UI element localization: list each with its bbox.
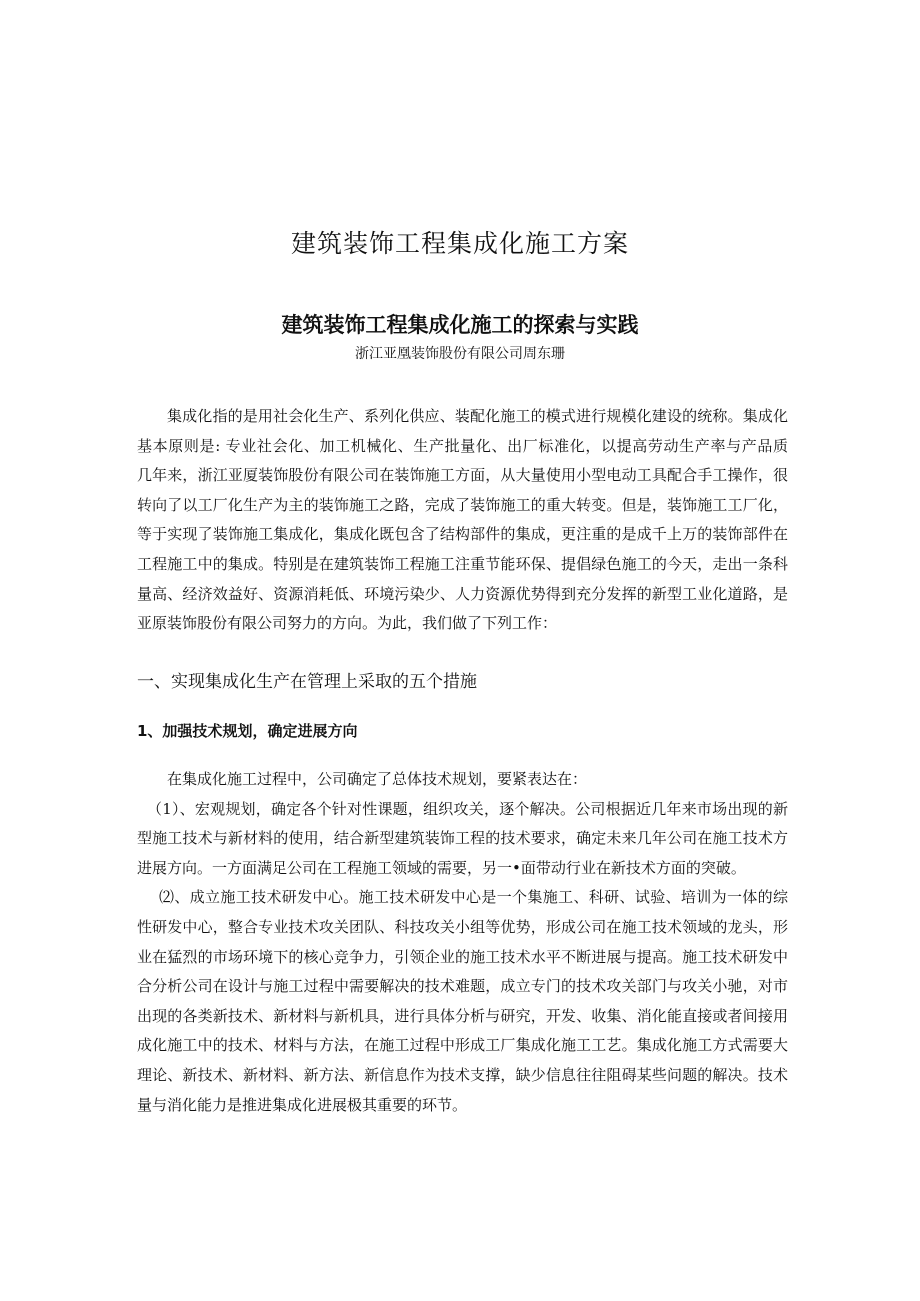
text-line: 工程施工中的集成。特别是在建筑装饰工程施工注重节能环保、提倡绿色施工的今天，走出一条科 [137,554,788,573]
text-line: 几年来，浙江亚厦装饰股份有限公司在装饰施工方面，从大量使用小型电动工具配合手工操作，很 [137,466,788,485]
text-line: 转向了以工厂化生产为主的装饰施工之路，完成了装饰施工的重大转变。但是，装饰施工工厂化， [137,495,788,514]
text-line: 业在猛烈的市场环境下的核心竞争力，引领企业的施工技术水平不断进展与提高。施工技术研发中 [137,947,788,966]
text-line: 亚原装饰股份有限公司努力的方向。为此，我们做了下列工作： [137,614,558,633]
text-line: ⑵、成立施工技术研发中心。施工技术研发中心是一个集施工、科研、试验、培训为一体的综 [159,888,788,907]
text-line: 量与消化能力是推进集成化进展极其重要的环节。 [137,1095,468,1114]
text-line: 集成化指的是用社会化生产、系列化供应、装配化施工的模式进行规模化建设的统称。集成化 [167,407,788,425]
text-line: 型施工技术与新材料的使用，结合新型建筑装饰工程的技术要求，确定未来几年公司在施工技术方 [137,829,788,848]
text-line: 出现的各类新技术、新材料与新机具，进行具体分析与研究，开发、收集、消化能直接或者间接用 [137,1006,788,1025]
text-line: 量高、经济效益好、资源消耗低、环境污染少、人力资源优势得到充分发挥的新型工业化道路，是 [137,584,788,603]
plan-paragraph [137,765,788,1120]
text-line: 合分析公司在设计与施工过程中需要解决的技术难题，成立专门的技术攻关部门与攻关小驰，对市 [137,977,788,996]
text-line: （1）、宏观规划，确定各个针对性课题，组织攻关，逐个解决。公司根据近几年来市场出现的新 [147,799,788,818]
subsection-heading: 1、加强技术规划，确定进展方向 [137,722,358,740]
text-line: 进展方向。一方面满足公司在工程施工领域的需要，另一•面带动行业在新技术方面的突破。 [137,858,746,877]
section-heading: 一、实现集成化生产在管理上采取的五个措施 [137,672,477,692]
text-line: 成化施工中的技术、材料与方法，在施工过程中形成工厂集成化施工工艺。集成化施工方式需要大 [137,1036,788,1055]
article-subtitle: 建筑装饰工程集成化施工的探索与实践 [281,313,639,337]
text-line: 理论、新技术、新材料、新方法、新信息作为技术支撑，缺少信息往往阻碍某些问题的解决。技术 [137,1065,788,1084]
document-title: 建筑装饰工程集成化施工方案 [290,229,629,258]
text-line: 性研发中心，整合专业技术攻关团队、科技攻关小组等优势，形成公司在施工技术领域的龙头，形 [137,917,788,936]
text-line: 在集成化施工过程中，公司确定了总体技术规划，要紧表达在： [167,770,588,788]
intro-paragraph [137,402,788,639]
text-line: 等于实现了装饰施工集成化，集成化既包含了结构部件的集成，更注重的是成千上万的装饰部件在 [137,525,788,544]
text-line: 基本原则是: 专业社会化、加工机械化、生产批量化、出厂标准化，以提高劳动生产率与产品质 [137,436,788,455]
author-line: 浙江亚凰装饰股份有限公司周东珊 [355,346,565,362]
